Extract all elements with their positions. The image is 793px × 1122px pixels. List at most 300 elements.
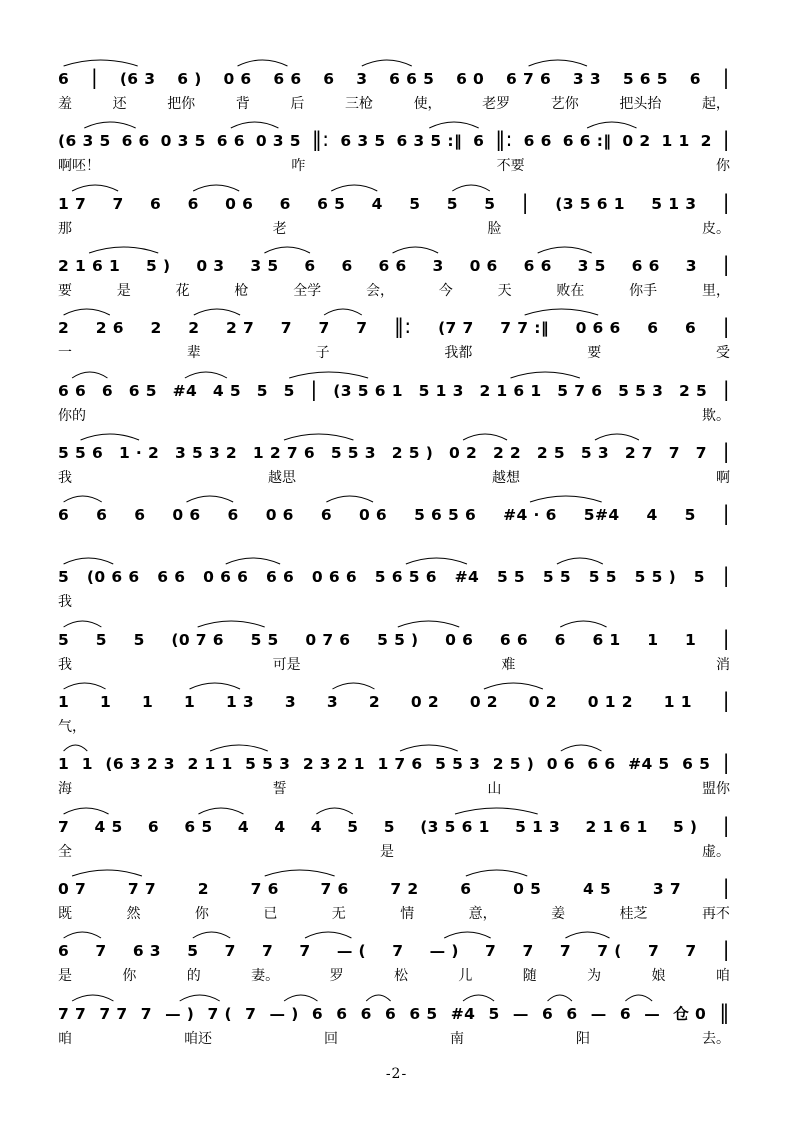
note-token: 1: [141, 693, 154, 711]
lyric-syllable: 今: [438, 282, 453, 299]
note-token: 6 1: [592, 630, 621, 649]
note-token: 6: [323, 70, 335, 88]
note-token: 6 6: [523, 256, 552, 275]
note-token: 2 7: [225, 319, 255, 338]
note-token: 6: [304, 256, 316, 275]
note-token: 6 5: [184, 817, 213, 836]
note-token: 6: [311, 1004, 324, 1023]
note-token: 6: [647, 319, 659, 338]
note-row: [58, 872, 730, 898]
lyric-syllable: 桂芝: [619, 905, 648, 922]
note-token: 7 (: [207, 1004, 232, 1023]
note-token: 5 1 3: [515, 817, 561, 836]
note-token: 1: [183, 693, 196, 711]
lyric-syllable: 你手: [629, 282, 658, 299]
note-token: 2: [197, 879, 209, 898]
note-token: 2 6: [95, 319, 124, 338]
lyric-syllable: 使，: [413, 96, 442, 112]
note-token: 仓 0: [673, 1004, 707, 1023]
note-token: 7: [356, 319, 368, 338]
lyric-syllable: 枪: [234, 282, 249, 299]
lyric-syllable: 虚。: [702, 843, 730, 860]
lyric-syllable: 是: [116, 282, 131, 299]
note-token: 6 6 5: [389, 70, 435, 88]
note-token: 4: [646, 506, 658, 525]
note-row: [58, 997, 730, 1023]
lyric-syllable: 那: [58, 220, 72, 237]
note-token: — (: [336, 942, 367, 961]
barline: |: [722, 314, 730, 339]
lyric-syllable: 越想: [492, 469, 520, 486]
note-token: 6: [58, 70, 70, 88]
note-token: 0 2: [622, 132, 651, 151]
note-token: 5: [133, 630, 145, 649]
note-row: [58, 498, 730, 524]
note-token: 4: [371, 194, 383, 213]
note-token: 6: [147, 817, 160, 836]
note-token: 7: [647, 942, 660, 961]
note-token: 5 5 3: [618, 381, 664, 400]
barline: |: [722, 937, 730, 962]
note-token: 7: [95, 942, 107, 961]
note-token: 7: [392, 942, 404, 961]
lyric-row: [58, 529, 730, 549]
lyric-row: [58, 93, 730, 113]
note-row: [58, 934, 730, 960]
barline: |: [722, 376, 730, 401]
note-token: 6: [385, 1004, 397, 1023]
lyric-row: [58, 778, 730, 798]
lyric-syllable: 皮。: [701, 220, 730, 237]
note-token: 0 6: [358, 506, 388, 525]
lyric-syllable: 妻。: [251, 968, 280, 985]
note-token: 6 6: [378, 256, 407, 275]
note-token: 5: [488, 1004, 500, 1023]
note-token: 0 6 6: [311, 568, 358, 587]
note-token: 7: [112, 194, 124, 213]
lyric-syllable: 越思: [268, 469, 296, 486]
note-token: 7: [140, 1004, 152, 1023]
lyric-syllable: 辈: [186, 345, 201, 362]
lyric-syllable: 为: [587, 968, 602, 985]
note-token: 7: [685, 942, 697, 961]
note-token: 1: [81, 755, 93, 774]
lyric-syllable: 娘: [651, 968, 666, 985]
note-token: 0 6 6: [203, 568, 249, 587]
lyric-syllable: 南: [450, 1030, 464, 1047]
note-token: 4 5: [583, 879, 612, 898]
lyric-syllable: 回: [324, 1030, 338, 1047]
note-token: 6: [320, 506, 332, 525]
note-token: 5 5: [542, 568, 572, 587]
note-token: 7 7: [127, 879, 157, 898]
note-token: 5: [484, 194, 496, 213]
lyric-syllable: 誓: [272, 781, 287, 798]
lyric-syllable: 我: [58, 594, 72, 611]
lyric-syllable: 会，: [365, 282, 394, 299]
note-token: 2 3 2 1: [302, 755, 365, 774]
note-row: [58, 249, 730, 275]
lyric-row: [58, 405, 730, 425]
note-token: 6 6: [273, 70, 302, 88]
note-token: 4 5: [212, 381, 242, 400]
note-token: 1: [685, 630, 697, 649]
note-token: 3: [284, 693, 297, 711]
lyric-syllable: 啊呸！: [58, 158, 100, 175]
note-token: 0 6: [265, 506, 294, 525]
note-token: —: [644, 1004, 661, 1023]
note-token: 1 3: [225, 693, 255, 711]
barline: |: [722, 438, 730, 463]
lyric-syllable: 罗: [329, 968, 344, 985]
barline: |: [722, 625, 730, 650]
lyric-syllable: 咱还: [184, 1030, 212, 1047]
note-token: 3 5: [250, 256, 279, 275]
note-token: 6 5: [128, 381, 157, 400]
lyric-row: [58, 1028, 730, 1048]
note-token: 5 6 5 6: [374, 568, 437, 587]
note-token: 5 5: [250, 630, 279, 649]
note-token: 7 6: [250, 879, 279, 898]
lyric-syllable: 要: [58, 282, 72, 299]
lyric-syllable: 然: [126, 905, 141, 922]
lyric-syllable: 是: [380, 843, 394, 860]
note-token: 0 2: [449, 443, 478, 462]
note-token: 6: [566, 1004, 578, 1023]
note-token: #4 5: [628, 755, 670, 774]
note-token: 7 2: [390, 879, 419, 898]
note-token: (6 3: [119, 70, 156, 88]
note-token: (0 6 6: [86, 568, 140, 587]
note-token: 6 0: [456, 70, 485, 88]
lyric-row: [58, 591, 730, 611]
note-token: 2 1 1: [187, 755, 233, 774]
note-token: 0 2: [528, 693, 557, 711]
lyric-row: [58, 841, 730, 861]
lyric-syllable: 你的: [58, 407, 86, 424]
note-token: 2 5: [536, 443, 566, 462]
lyric-syllable: 去。: [702, 1030, 730, 1047]
note-token: #4: [172, 381, 198, 400]
note-token: 5 5: [496, 568, 526, 587]
barline: |: [722, 688, 730, 712]
note-row: [58, 560, 730, 586]
lyric-syllable: 子: [315, 345, 330, 362]
note-token: 3 7: [652, 879, 682, 898]
note-token: 7: [224, 942, 236, 961]
note-token: 2 1 6 1: [58, 256, 121, 275]
lyric-syllable: 天: [497, 282, 512, 299]
note-token: 6 6: [157, 568, 186, 587]
note-token: 2: [188, 319, 200, 338]
note-token: 3: [356, 70, 368, 88]
note-token: 0 6: [172, 506, 201, 525]
barline: |: [722, 812, 730, 837]
note-token: 5 1 3: [418, 381, 464, 400]
lyric-row: [58, 965, 730, 985]
note-token: 5: [58, 568, 70, 587]
note-token: 5 5 3: [330, 443, 376, 462]
note-token: 0 7 6: [305, 630, 351, 649]
barline: |: [722, 874, 730, 899]
lyric-row: [58, 280, 730, 300]
note-token: 0 6: [445, 630, 474, 649]
barline: |: [722, 563, 730, 588]
note-token: 7: [668, 443, 680, 462]
note-token: 1 7: [58, 194, 87, 213]
barline: |: [722, 501, 730, 526]
lyric-syllable: 海: [58, 781, 72, 798]
note-token: 0 6: [225, 194, 254, 213]
note-token: 6: [150, 194, 162, 213]
note-token: 5 6 5 6: [414, 506, 477, 525]
barline: |: [722, 127, 730, 152]
note-token: 4 5: [94, 817, 123, 836]
lyric-syllable: 盟你: [701, 781, 730, 798]
note-row: [58, 436, 730, 462]
lyric-syllable: 不要: [496, 158, 525, 175]
barline: |: [722, 65, 730, 89]
lyric-row: [58, 716, 730, 736]
lyric-syllable: 阳: [576, 1030, 590, 1047]
note-token: 5 3: [580, 443, 610, 462]
note-token: 5 5 6: [58, 443, 104, 462]
barline: ‖:: [393, 314, 412, 339]
lyric-row: [58, 467, 730, 487]
barline: ‖: [719, 999, 730, 1024]
note-token: 0 2: [469, 693, 498, 711]
note-token: 0 1 2: [587, 693, 633, 711]
note-row: [58, 62, 730, 88]
note-token: 5#4: [583, 506, 620, 525]
lyric-row: [58, 654, 730, 674]
note-token: 1 7 6: [377, 755, 423, 774]
lyric-syllable: 无: [331, 905, 346, 922]
note-token: 6: [341, 256, 353, 275]
note-token: 1: [58, 693, 70, 711]
lyric-syllable: 老: [272, 220, 287, 237]
note-token: 0 5: [513, 879, 542, 898]
note-token: 5: [383, 817, 395, 836]
note-token: 6: [360, 1004, 372, 1023]
note-token: 5 5 ): [634, 568, 677, 587]
lyric-syllable: 要: [587, 345, 602, 362]
note-token: 7: [485, 942, 497, 961]
barline: |: [310, 376, 318, 401]
lyric-syllable: 后: [290, 96, 305, 112]
lyric-syllable: 受: [715, 345, 730, 362]
note-token: 6: [279, 194, 291, 213]
note-token: 5 5 3: [435, 755, 481, 774]
note-token: 1: [647, 630, 659, 649]
note-token: 6: [336, 1004, 348, 1023]
barline: |: [521, 189, 529, 214]
note-token: 1 2 7 6: [252, 443, 316, 462]
note-token: 6: [227, 506, 239, 525]
lyric-syllable: 我: [58, 469, 72, 486]
note-token: 6: [685, 319, 697, 338]
note-token: 0 6: [469, 256, 498, 275]
note-token: (3 5 6 1: [420, 817, 490, 836]
note-token: 3 3: [572, 70, 602, 88]
note-token: 5: [693, 568, 705, 587]
note-token: 3: [685, 256, 697, 275]
note-row: [58, 187, 730, 213]
note-token: 7: [695, 443, 707, 462]
note-token: 2 1 6 1: [585, 817, 648, 836]
lyric-syllable: 松: [393, 968, 408, 985]
note-token: 5 5 ): [377, 630, 419, 649]
note-token: 2 2: [492, 443, 522, 462]
note-token: 0 6: [546, 755, 575, 774]
note-token: 6 3 5 :‖: [396, 132, 463, 151]
lyric-syllable: 脸: [487, 220, 502, 237]
note-token: — ): [165, 1004, 195, 1023]
lyric-syllable: 咱: [715, 968, 730, 985]
lyric-syllable: 的: [186, 968, 201, 985]
note-token: 3 5 3 2: [174, 443, 238, 462]
note-token: 5 1 3: [651, 194, 697, 213]
lyric-syllable: 你: [715, 158, 730, 175]
note-token: 6: [541, 1004, 554, 1023]
lyric-syllable: 三枪: [344, 96, 373, 112]
note-token: 0 3 5: [160, 132, 206, 151]
note-token: 6 6: [587, 755, 616, 774]
note-token: 5: [58, 630, 70, 649]
note-token: 6 6 :‖: [562, 132, 612, 151]
note-token: 6 6: [523, 132, 552, 151]
lyric-syllable: 可是: [272, 656, 301, 673]
lyric-row: [58, 903, 730, 923]
note-token: 3: [432, 256, 444, 275]
lyric-syllable: 难: [501, 656, 516, 673]
note-token: 7: [559, 942, 572, 961]
note-token: — ): [269, 1004, 299, 1023]
note-token: 5: [684, 506, 696, 525]
barline: |: [722, 189, 730, 214]
note-token: 5: [283, 381, 295, 400]
note-token: 6 3: [132, 942, 161, 961]
note-token: 3 5: [577, 256, 606, 275]
barline: |: [722, 750, 730, 775]
note-token: 6: [96, 506, 108, 525]
lyric-syllable: 起，: [701, 96, 730, 112]
lyric-syllable: 已: [263, 905, 278, 922]
lyric-syllable: 你: [122, 968, 137, 985]
note-token: 2: [150, 319, 162, 338]
note-row: [58, 810, 730, 836]
note-token: 1: [99, 693, 112, 711]
lyric-syllable: 意，: [468, 905, 497, 922]
note-token: #4 · 6: [503, 506, 557, 525]
barline: ‖:: [495, 127, 513, 152]
note-token: 5 7 6: [557, 381, 603, 400]
note-token: 7: [262, 942, 274, 961]
note-token: — ): [429, 942, 459, 961]
note-token: 6 6: [499, 630, 529, 649]
note-token: 7 7 :‖: [500, 319, 550, 338]
lyric-syllable: 情: [400, 905, 415, 922]
note-token: 6: [58, 506, 70, 525]
note-token: 5: [256, 381, 268, 400]
lyric-row: [58, 218, 730, 238]
barline: |: [722, 251, 730, 276]
note-token: 4: [237, 817, 250, 836]
note-token: 5: [409, 194, 421, 213]
note-token: #4: [454, 568, 480, 587]
note-token: 7: [280, 319, 292, 338]
note-token: 0 7: [58, 879, 87, 898]
lyric-syllable: 里，: [701, 282, 730, 299]
note-token: 6 5: [682, 755, 711, 774]
note-token: (7 7: [438, 319, 474, 338]
lyric-syllable: 你: [194, 905, 209, 922]
note-token: (6 3 5: [58, 132, 111, 151]
note-token: 0 2: [410, 693, 440, 711]
note-token: 7 7: [99, 1004, 128, 1023]
note-token: 0 3 5: [255, 132, 301, 151]
barline: |: [90, 65, 99, 89]
page-number: -2-: [385, 1066, 408, 1082]
note-token: 6: [619, 1004, 631, 1023]
lyric-row: [58, 155, 730, 175]
lyric-syllable: 随: [522, 968, 537, 985]
note-row: [58, 747, 730, 773]
note-token: 6: [554, 630, 566, 649]
note-token: 6: [134, 506, 146, 525]
note-token: 6 7 6: [506, 70, 552, 88]
note-token: 6 5: [409, 1004, 438, 1023]
note-token: 5 5 3: [245, 755, 291, 774]
note-token: (3 5 6 1: [555, 194, 625, 213]
note-token: 5 6 5: [622, 70, 668, 88]
note-token: 5 ): [672, 817, 698, 836]
note-token: 3: [326, 693, 339, 711]
staff-line: [58, 997, 730, 1069]
lyric-syllable: 我: [58, 656, 72, 673]
note-token: 7: [522, 942, 534, 961]
note-token: 7 (: [597, 942, 622, 961]
note-token: 5: [446, 194, 458, 213]
note-token: 4: [310, 817, 322, 836]
note-token: —: [512, 1004, 529, 1023]
lyric-syllable: 花: [175, 282, 190, 299]
note-token: 2: [700, 132, 712, 151]
note-token: 6 6: [58, 381, 87, 400]
note-token: 6 6: [631, 256, 660, 275]
note-token: 5: [347, 817, 359, 836]
lyric-syllable: 全: [58, 843, 72, 860]
lyric-syllable: 欺。: [702, 407, 730, 424]
note-token: 6 5: [317, 194, 346, 213]
note-token: 7: [58, 817, 70, 836]
note-token: 7: [299, 942, 311, 961]
note-token: 4: [274, 817, 286, 836]
note-token: 6 ): [177, 70, 202, 88]
lyric-syllable: 山: [487, 781, 502, 798]
barline: ‖:: [311, 127, 330, 152]
lyric-row: [58, 342, 730, 362]
note-token: 7 7: [58, 1004, 87, 1023]
note-token: 5: [95, 630, 107, 649]
lyric-syllable: 咋: [291, 158, 306, 175]
lyric-syllable: 咱: [58, 1030, 72, 1047]
note-row: [58, 623, 730, 649]
note-token: 2 5: [678, 381, 708, 400]
lyric-syllable: 姜: [551, 905, 566, 922]
lyric-syllable: 还: [112, 96, 127, 112]
lyric-syllable: 老罗: [482, 96, 511, 112]
